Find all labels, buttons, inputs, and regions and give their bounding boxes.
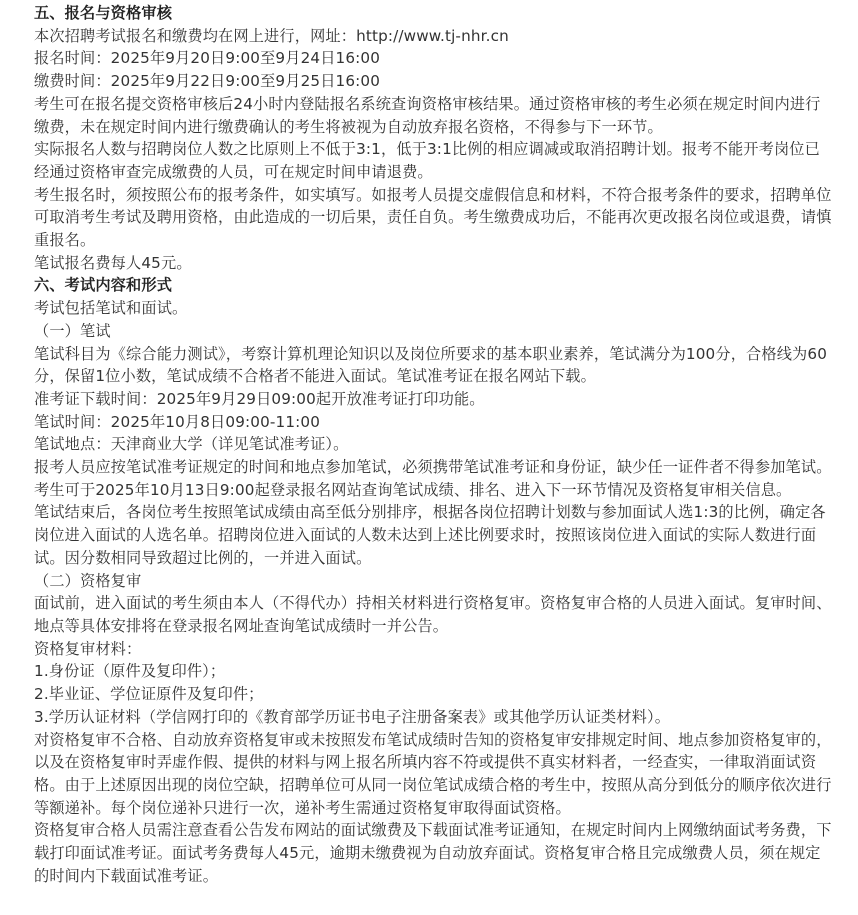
- section-title-exam: 六、考试内容和形式: [34, 276, 173, 295]
- written-exam-time-line: 笔试时间：2025年10月8日09:00-11:00: [34, 412, 321, 431]
- registration-fee-line: 笔试报名费每人45元。: [34, 253, 192, 272]
- review-arrangement-paragraph: 面试前，进入面试的考生须由本人（不得代办）持相关材料进行资格复审。资格复审合格的人员进入面试。复审时间、地点等具体安排将在登录报名网址查询笔试成绩时一并公告。: [34, 594, 832, 635]
- applicant-ratio-paragraph: 实际报名人数与招聘岗位人数之比原则上不低于3:1，低于3:1比例的相应调减或取消招聘计划。报考不能开考岗位已经通过资格审查完成缴费的人员，可在规定时间申请退费。: [34, 140, 820, 181]
- exam-documents-paragraph: 报考人员应按笔试准考证规定的时间和地点参加笔试，必须携带笔试准考证和身份证，缺少任一证件者不得参加笔试。: [34, 458, 832, 477]
- qualification-review-paragraph: 考生可在报名提交资格审核后24小时内登陆报名系统查询资格审核结果。通过资格审核的考生必须在规定时间内进行缴费，未在规定时间内进行缴费确认的考生将被视为自动放弃报名资格，不得参与下一环节。: [34, 94, 821, 136]
- registration-website-line: 本次招聘考试报名和缴费均在网上进行，网址：http://www.tj-nhr.cn: [34, 26, 509, 45]
- review-material-item: 3.学历认证材料（学信网打印的《教育部学历证书电子注册备案表》或其他学历认证类材料）。: [34, 707, 671, 726]
- interview-fee-paragraph: 资格复审合格人员需注意查看公告发布网站的面试缴费及下载面试准考证通知，在规定时间内上网缴纳面试考务费，下载打印面试准考证。面试考务费每人45元，逾期未缴费视为自动放弃面试。资格复审合格且完成缴费人员，须在规定的时间内下载面试准考证。: [34, 821, 832, 885]
- review-materials-heading: 资格复审材料：: [34, 639, 142, 658]
- subsection-title-qualification-review: （二）资格复审: [34, 571, 142, 590]
- payment-time-line: 缴费时间：2025年9月22日9:00至9月25日16:00: [34, 72, 381, 91]
- interview-selection-paragraph: 笔试结束后，各岗位考生按照笔试成绩由高至低分别排序，根据各岗位招聘计划数与参加面试人选1:3的比例，确定各岗位进入面试的人选名单。招聘岗位进入面试的人数未达到上述比例要求时，按照该岗位进入面试的实际人数进行面试。因分数相同导致超过比例的，一并进入面试。: [34, 503, 826, 567]
- registration-time-line: 报名时间：2025年9月20日9:00至9月24日16:00: [34, 49, 381, 68]
- truthful-registration-paragraph: 考生报名时，须按照公布的报考条件，如实填写。如报考人员提交虚假信息和材料，不符合报考条件的要求，招聘单位可取消考生考试及聘用资格，由此造成的一切后果，责任自负。考生缴费成功后，不能再次更改报名岗位或退费，请慎重报名。: [34, 185, 832, 250]
- review-material-item: 1.身份证（原件及复印件）；: [34, 662, 226, 681]
- admission-ticket-download-line: 准考证下载时间：2025年9月29日09:00起开放准考证打印功能。: [34, 389, 485, 408]
- score-query-line: 考生可于2025年10月13日9:00起登录报名网站查询笔试成绩、排名、进入下一环节情况及资格复审相关信息。: [34, 480, 792, 499]
- written-exam-subject-paragraph: 笔试科目为《综合能力测试》，考察计算机理论知识以及岗位所要求的基本职业素养，笔试满分为100分，合格线为60分，保留1位小数，笔试成绩不合格者不能进入面试。笔试准考证在报名网站下载。: [34, 344, 828, 386]
- written-exam-location-line: 笔试地点：天津商业大学（详见笔试准考证）。: [34, 435, 349, 454]
- review-material-item: 2.毕业证、学位证原件及复印件；: [34, 685, 264, 704]
- review-disqualification-paragraph: 对资格复审不合格、自动放弃资格复审或未按照发布笔试成绩时告知的资格复审安排规定时间、地点参加资格复审的，以及在资格复审时弄虚作假、提供的材料与网上报名所填内容不符或提供不真实材料者，一经查实，一律取消面试资格。由于上述原因出现的岗位空缺，招聘单位可从同一岗位笔试成绩合格的考生中，按照从高分到低分的顺序依次进行等额递补。每个岗位递补只进行一次，递补考生需通过资格复审取得面试资格。: [34, 730, 832, 817]
- section-title-registration: 五、报名与资格审核: [34, 4, 173, 22]
- subsection-title-written-exam: （一）笔试: [34, 321, 111, 340]
- exam-intro-line: 考试包括笔试和面试。: [34, 299, 188, 318]
